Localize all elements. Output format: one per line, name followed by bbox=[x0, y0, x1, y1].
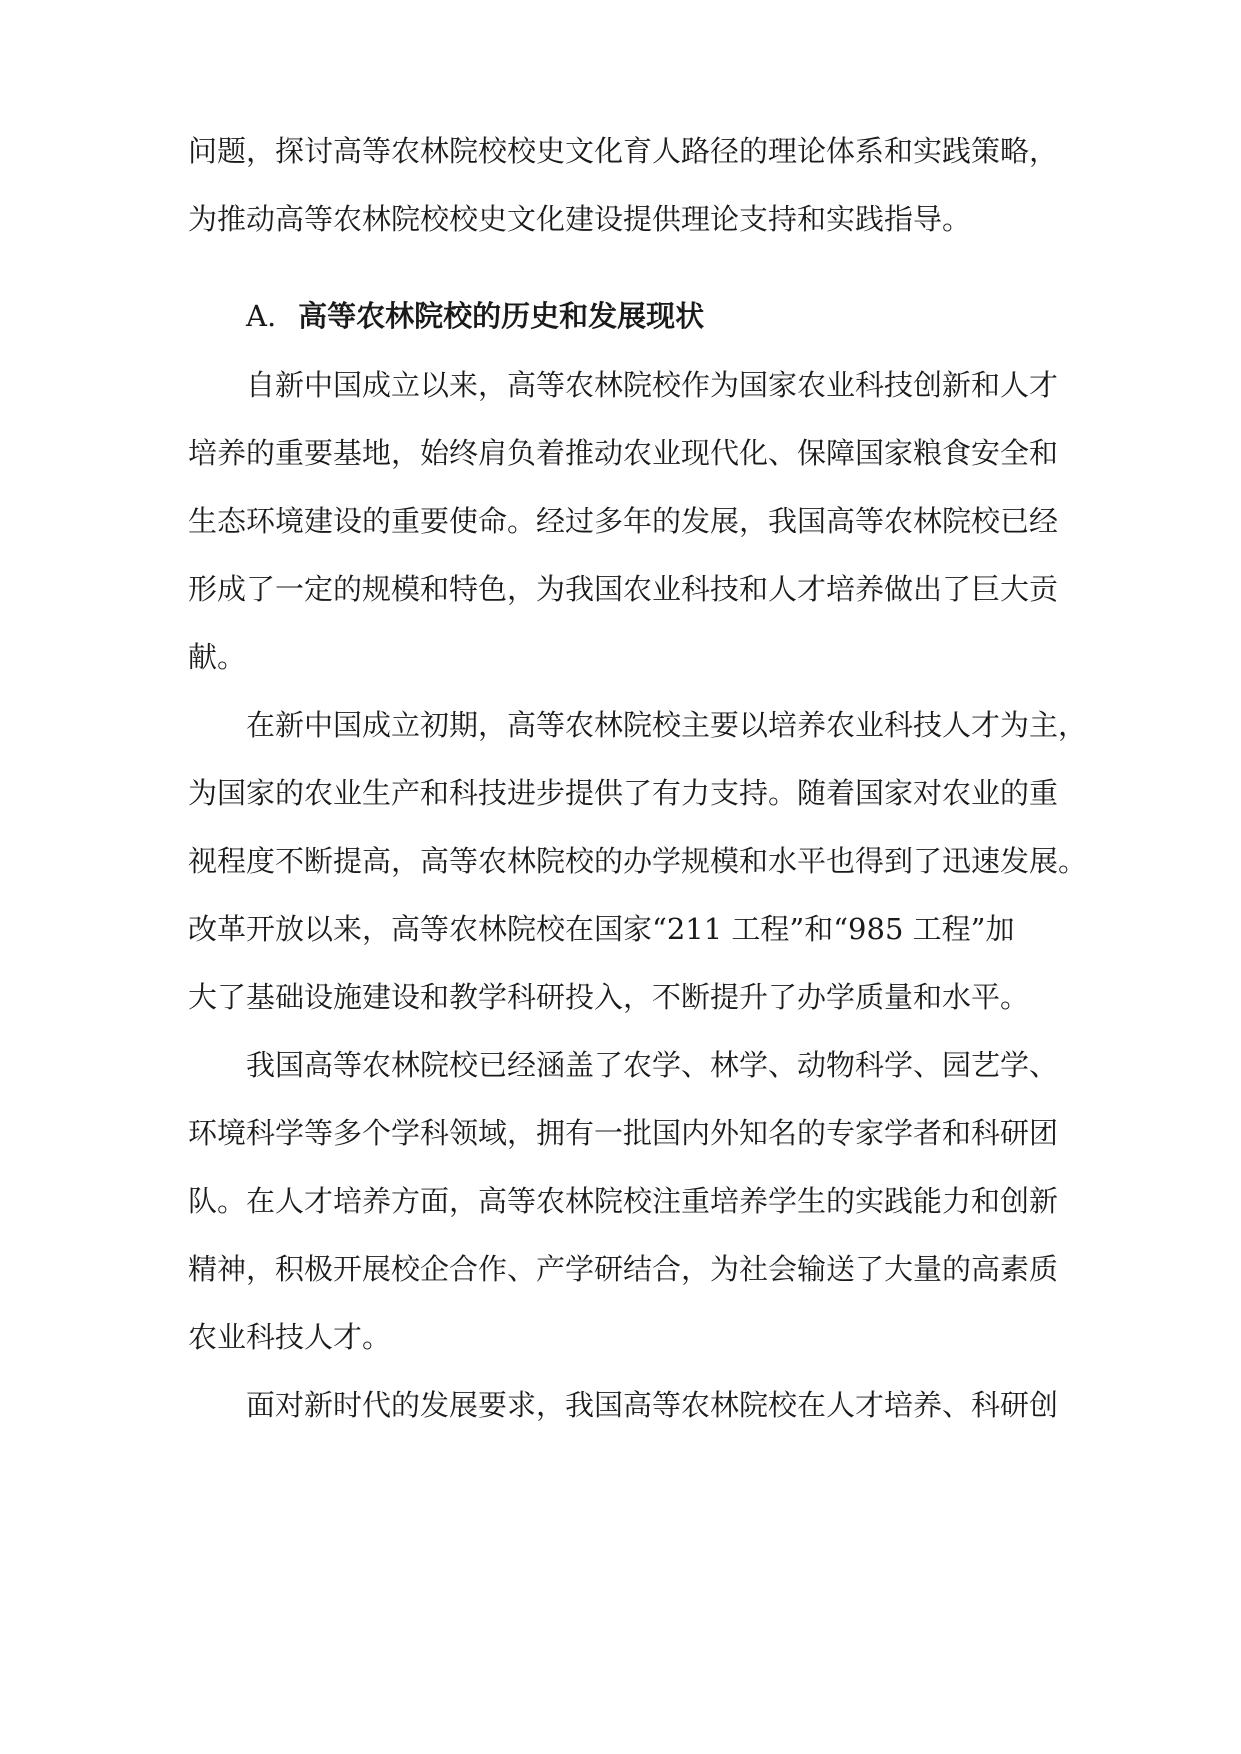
paragraph-3-line-1: 我国高等农林院校已经涵盖了农学、林学、动物科学、园艺学、 bbox=[246, 1048, 1059, 1082]
paragraph-2-line-3: 视程度不断提高，高等农林院校的办学规模和水平也得到了迅速发展。 bbox=[188, 844, 1088, 878]
paragraph-4-line-1: 面对新时代的发展要求，我国高等农林院校在人才培养、科研创 bbox=[246, 1388, 1059, 1422]
intro-line-2: 为推动高等农林院校校史文化建设提供理论支持和实践指导。 bbox=[188, 202, 972, 236]
paragraph-2-line-4: 改革开放以来，高等农林院校在国家“211 工程”和“985 工程”加 bbox=[188, 912, 1015, 946]
paragraph-1-line-5: 献。 bbox=[188, 640, 247, 674]
paragraph-3-line-4: 精神，积极开展校企合作、产学研结合，为社会输送了大量的高素质 bbox=[188, 1252, 1059, 1286]
paragraph-3-line-5: 农业科技人才。 bbox=[188, 1320, 392, 1354]
paragraph-1-line-3: 生态环境建设的重要使命。经过多年的发展，我国高等农林院校已经 bbox=[188, 504, 1059, 538]
section-title: 高等农林院校的历史和发展现状 bbox=[298, 299, 705, 333]
paragraph-3-line-2: 环境科学等多个学科领域，拥有一批国内外知名的专家学者和科研团 bbox=[188, 1116, 1059, 1150]
paragraph-1-line-4: 形成了一定的规模和特色，为我国农业科技和人才培养做出了巨大贡 bbox=[188, 572, 1059, 606]
section-marker: A. bbox=[246, 299, 277, 333]
paragraph-2-line-2: 为国家的农业生产和科技进步提供了有力支持。随着国家对农业的重 bbox=[188, 776, 1059, 810]
paragraph-3-line-3: 队。在人才培养方面，高等农林院校注重培养学生的实践能力和创新 bbox=[188, 1184, 1059, 1218]
paragraph-2-line-5: 大了基础设施建设和教学科研投入，不断提升了办学质量和水平。 bbox=[188, 980, 1030, 1014]
paragraph-1-line-2: 培养的重要基地，始终肩负着推动农业现代化、保障国家粮食安全和 bbox=[188, 436, 1059, 470]
paragraph-1-line-1: 自新中国成立以来，高等农林院校作为国家农业科技创新和人才 bbox=[246, 368, 1059, 402]
intro-line-1: 问题，探讨高等农林院校校史文化育人路径的理论体系和实践策略， bbox=[188, 134, 1059, 168]
paragraph-2-line-1: 在新中国成立初期，高等农林院校主要以培养农业科技人才为主， bbox=[246, 708, 1088, 742]
section-heading bbox=[246, 296, 704, 336]
